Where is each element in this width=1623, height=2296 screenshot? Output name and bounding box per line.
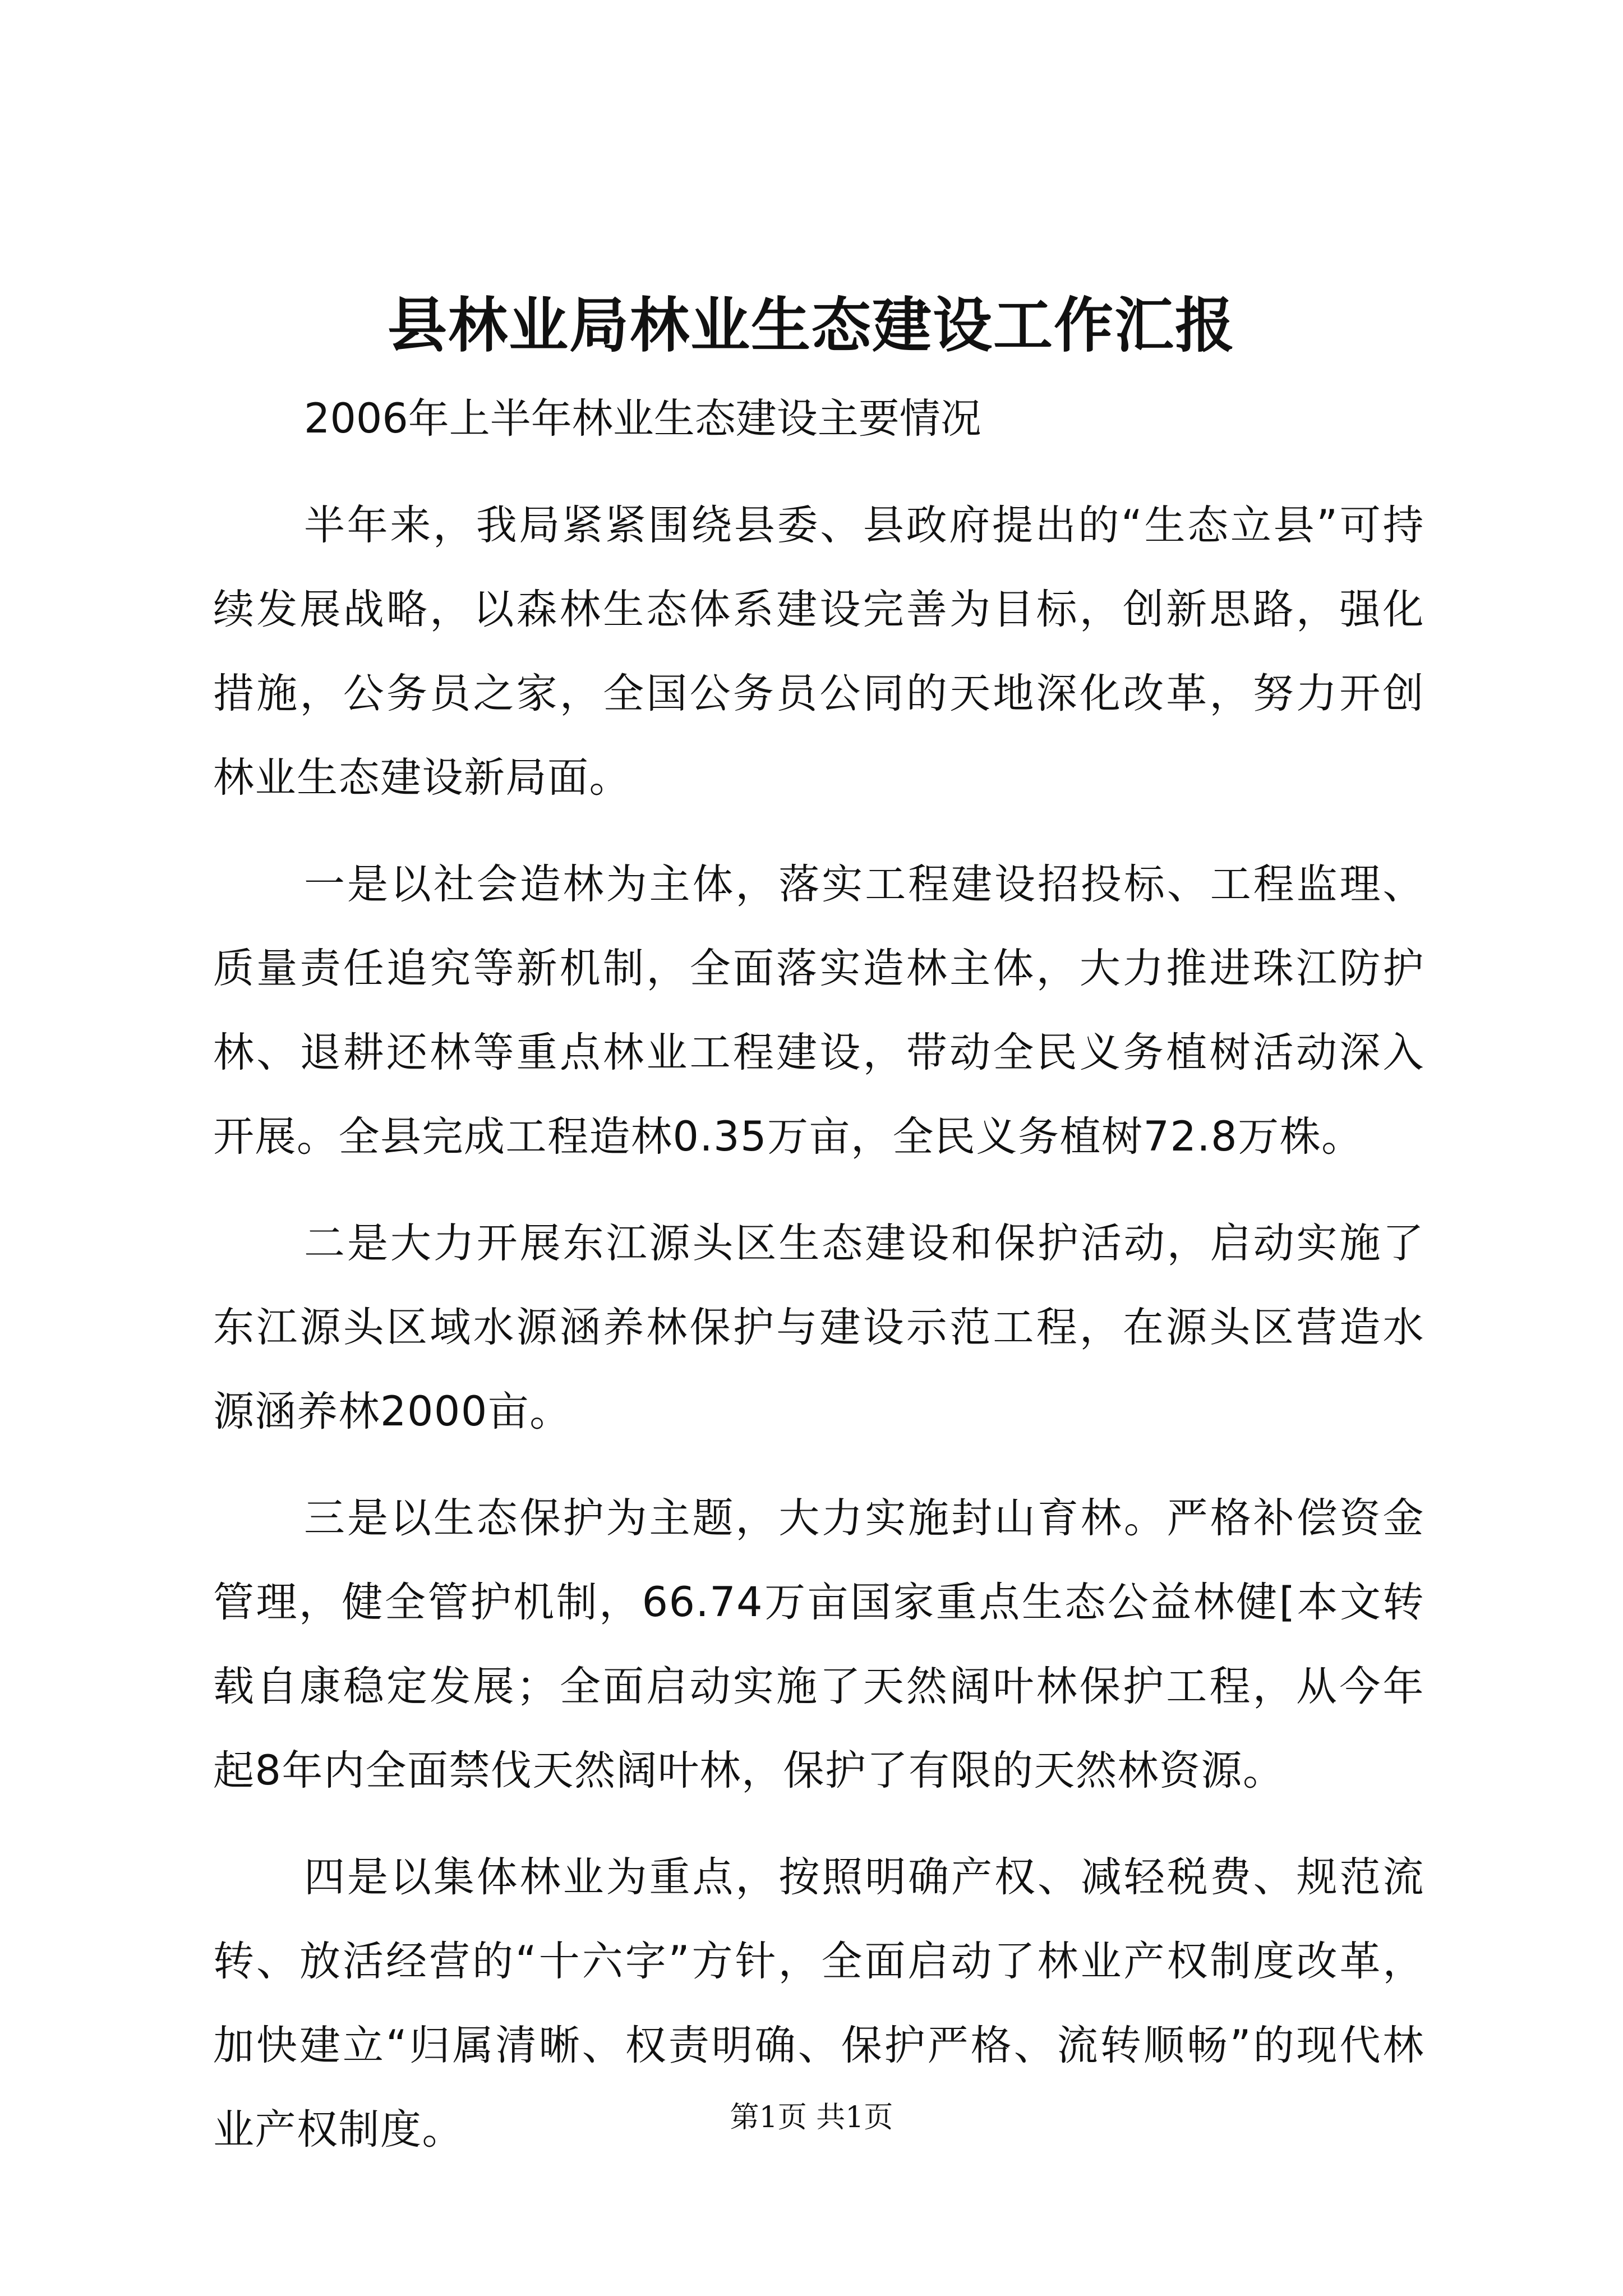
paragraph-ecological-protection: 三是以生态保护为主题，大力实施封山育林。严格补偿资金管理，健全管护机制，66.74万亩国家重点生态公益林健[本文转载自康稳定发展；全面启动实施了天然阔叶林保护工程，从今年起8年内全面禁伐天然阔叶林，保护了有限的天然林资源。 (213, 1494, 1424, 1795)
document-title: 县林业局林业生态建设工作汇报 (388, 290, 1235, 360)
document-body (213, 377, 1424, 2172)
document-subtitle: 2006年上半年林业生态建设主要情况 (304, 395, 981, 443)
paragraph-intro: 半年来，我局紧紧围绕县委、县政府提出的“生态立县”可持续发展战略，以森林生态体系建设完善为目标，创新思路，强化措施，公务员之家，全国公务员公同的天地深化改革，努力开创林业生态建设新局面。 (213, 501, 1424, 802)
paragraph-collective-forestry: 四是以集体林业为重点，按照明确产权、减轻税费、规范流转、放活经营的“十六字”方针，全面启动了林业产权制度改革，加快建立“归属清晰、权责明确、保护严格、流转顺畅”的现代林业产权制度。 (213, 1853, 1424, 2154)
paragraph-afforestation: 一是以社会造林为主体，落实工程建设招投标、工程监理、质量责任追究等新机制，全面落实造林主体，大力推进珠江防护林、退耕还林等重点林业工程建设，带动全民义务植树活动深入开展。全县完成工程造林0.35万亩，全民义务植树72.8万株。 (213, 861, 1424, 1161)
page-number-footer: 第1页 共1页 (730, 2101, 893, 2134)
paragraph-dongjiang-source: 二是大力开展东江源头区生态建设和保护活动，启动实施了东江源头区域水源涵养林保护与建设示范工程，在源头区营造水源涵养林2000亩。 (213, 1220, 1424, 1435)
